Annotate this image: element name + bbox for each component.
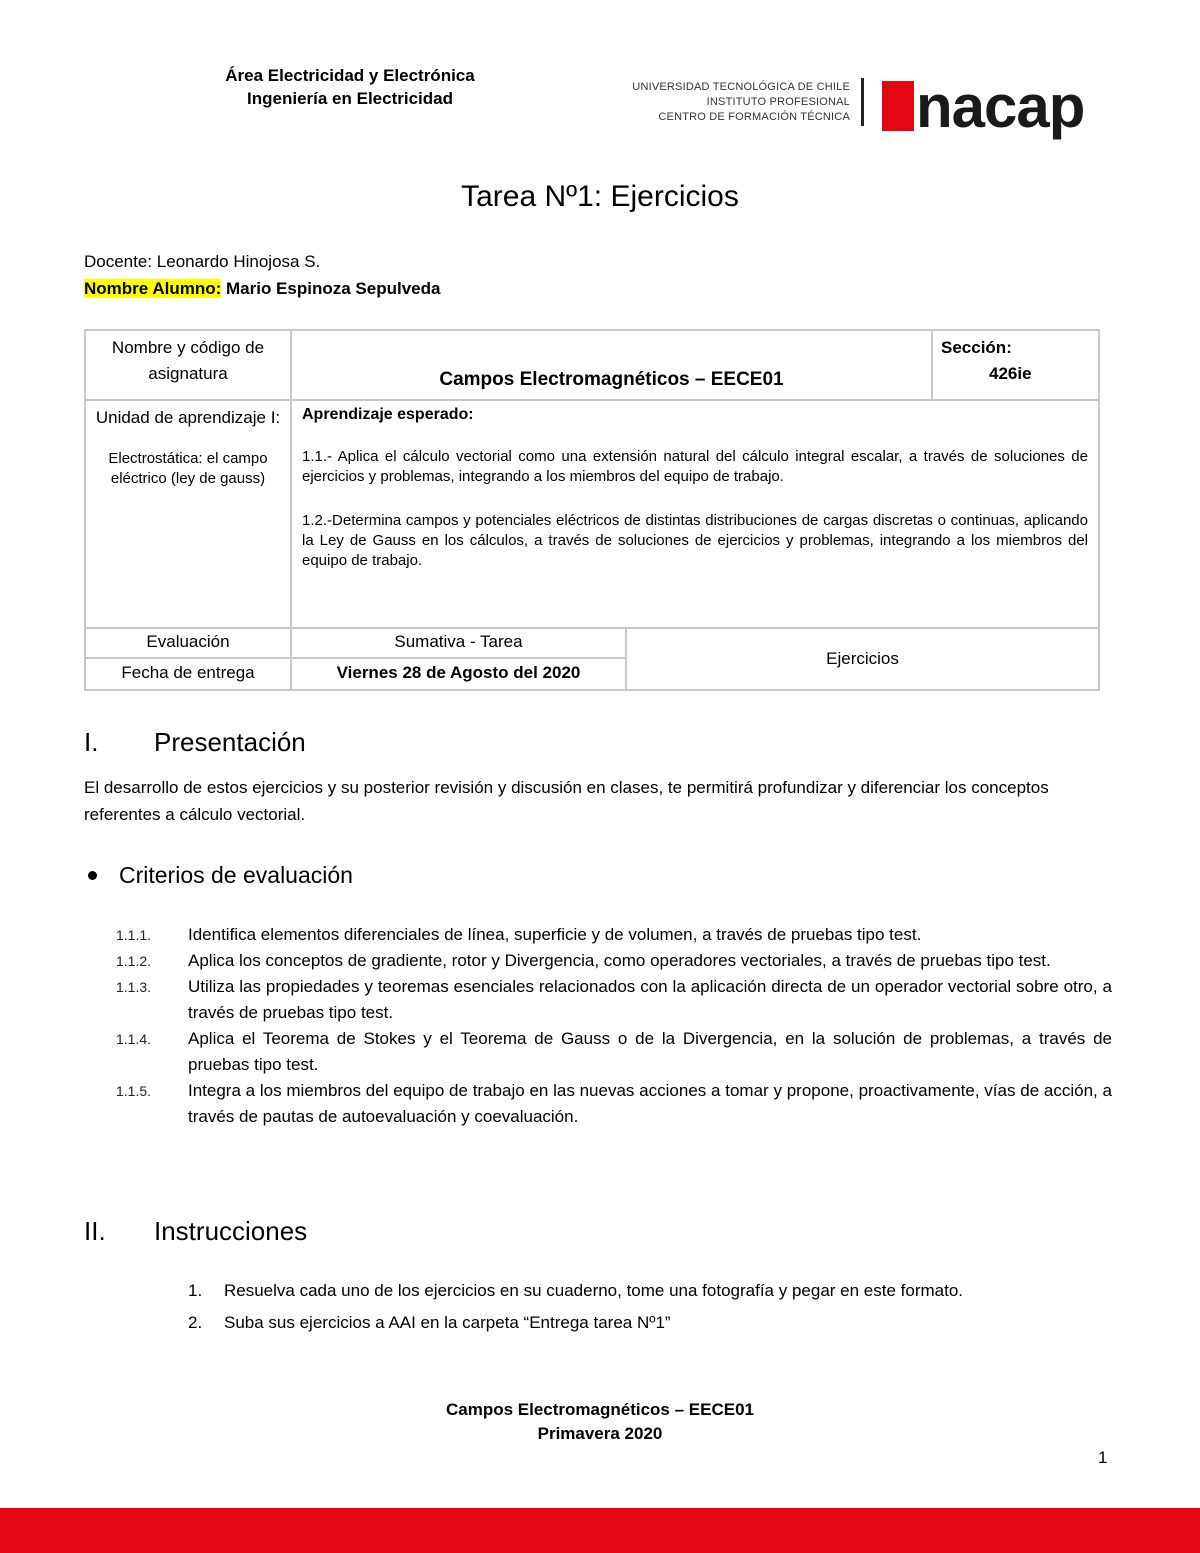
section-title: Instrucciones bbox=[154, 1216, 308, 1246]
item-text: Aplica los conceptos de gradiente, rotor y Divergencia, como operadores vectoriales, a través de pruebas tipo test. bbox=[188, 951, 1051, 970]
criterios-heading bbox=[84, 862, 353, 889]
logo-divider bbox=[861, 78, 864, 126]
asignatura-label: Nombre y código de asignatura bbox=[85, 330, 291, 400]
bullet-icon bbox=[88, 871, 97, 880]
institution-lines bbox=[560, 80, 850, 125]
docente-line bbox=[84, 252, 320, 272]
item-number: 1.1.5. bbox=[116, 1083, 152, 1099]
aprendizaje-cell bbox=[291, 400, 1099, 628]
unidad-cell bbox=[85, 400, 291, 628]
list-item bbox=[116, 1078, 1112, 1130]
institution-line: INSTITUTO PROFESIONAL bbox=[706, 96, 850, 108]
page-title: Tarea Nº1: Ejercicios bbox=[461, 180, 739, 213]
seccion-cell bbox=[932, 330, 1099, 400]
item-text: Utiliza las propiedades y teoremas esenciales relacionados con la aplicación directa de un operador vectorial sobre otro, a través de pruebas tipo test. bbox=[188, 977, 1112, 1022]
logo-mark-icon bbox=[882, 81, 914, 131]
criterios-title: Criterios de evaluación bbox=[119, 862, 353, 888]
list-item bbox=[116, 974, 1112, 1026]
item-number: 1.1.1. bbox=[116, 927, 152, 943]
institution-line: CENTRO DE FORMACIÓN TÉCNICA bbox=[658, 111, 850, 123]
aprendizaje-2: 1.2.-Determina campos y potenciales eléctricos de distintas distribuciones de cargas discretas o continuas, aplicando la Ley de Gauss en los cálculos, a través de soluciones de ejercicios y problemas, integrando a los miembros del equipo de trabajo. bbox=[302, 512, 1088, 569]
section-title: Presentación bbox=[154, 727, 306, 757]
docente-label: Docente: bbox=[84, 252, 153, 271]
footer-term: Primavera 2020 bbox=[537, 1424, 663, 1443]
institution-line: UNIVERSIDAD TECNOLÓGICA DE CHILE bbox=[632, 81, 850, 93]
item-text: Integra a los miembros del equipo de trabajo en las nuevas acciones a tomar y propone, proactivamente, vías de acción, a través de pautas de autoevaluación y coevaluación. bbox=[188, 1081, 1112, 1126]
info-table bbox=[84, 329, 1100, 691]
item-number: 1.1.4. bbox=[116, 1031, 152, 1047]
section-number: I. bbox=[84, 727, 99, 757]
aprendizaje-1: 1.1.- Aplica el cálculo vectorial como una extensión natural del cálculo integral escalar, a través de soluciones de ejercicios y problemas, integrando a los miembros del equipo de trabajo. bbox=[302, 448, 1088, 485]
item-text: Identifica elementos diferenciales de línea, superficie y de volumen, a través de pruebas tipo test. bbox=[188, 925, 922, 944]
tipo-value: Ejercicios bbox=[626, 628, 1099, 690]
list-item bbox=[116, 948, 1112, 974]
unidad-label: Unidad de aprendizaje I: bbox=[95, 408, 281, 427]
page-footer bbox=[0, 1398, 1200, 1446]
instrucciones-list bbox=[188, 1278, 963, 1342]
docente-value: Leonardo Hinojosa S. bbox=[156, 252, 321, 271]
section-instrucciones-heading bbox=[84, 1216, 307, 1247]
list-item bbox=[116, 1026, 1112, 1078]
unidad-desc: Electrostática: el campo eléctrico (ley de gauss) bbox=[108, 450, 268, 487]
aprendizaje-label: Aprendizaje esperado: bbox=[302, 406, 474, 423]
list-item bbox=[188, 1278, 963, 1310]
alumno-line bbox=[84, 279, 440, 299]
alumno-value: Mario Espinoza Sepulveda bbox=[226, 279, 441, 298]
footer-brand-bar bbox=[0, 1508, 1200, 1553]
seccion-value: 426ie bbox=[989, 364, 1032, 383]
list-item bbox=[188, 1310, 963, 1342]
fecha-value: Viernes 28 de Agosto del 2020 bbox=[291, 658, 626, 690]
item-number: 1.1.2. bbox=[116, 953, 152, 969]
list-item bbox=[116, 922, 1112, 948]
evaluacion-value: Sumativa - Tarea bbox=[291, 628, 626, 658]
item-number: 1. bbox=[188, 1281, 203, 1300]
evaluacion-label: Evaluación bbox=[85, 628, 291, 658]
item-number: 1.1.3. bbox=[116, 979, 152, 995]
seccion-label: Sección: bbox=[941, 338, 1012, 357]
logo-text: nacap bbox=[916, 73, 1085, 140]
career-name: Ingeniería en Electricidad bbox=[247, 89, 453, 108]
section-presentacion-heading bbox=[84, 727, 306, 758]
page-number: 1 bbox=[1098, 1448, 1108, 1467]
asignatura-value: Campos Electromagnéticos – EECE01 bbox=[291, 330, 932, 400]
item-number: 2. bbox=[188, 1313, 203, 1332]
criterios-list bbox=[116, 922, 1112, 1130]
presentacion-text: El desarrollo de estos ejercicios y su posterior revisión y discusión en clases, te permitirá profundizar y diferenciar los conceptos referentes a cálculo vectorial. bbox=[84, 778, 1049, 824]
header-area bbox=[150, 64, 550, 110]
inacap-logo bbox=[882, 72, 1084, 142]
alumno-label: Nombre Alumno: bbox=[84, 279, 222, 298]
item-text: Resuelva cada uno de los ejercicios en su cuaderno, tome una fotografía y pegar en este formato. bbox=[224, 1281, 964, 1300]
area-name: Área Electricidad y Electrónica bbox=[225, 66, 475, 85]
section-number: II. bbox=[84, 1216, 106, 1246]
item-text: Suba sus ejercicios a AAI en la carpeta “Entrega tarea Nº1” bbox=[224, 1313, 671, 1332]
footer-course: Campos Electromagnéticos – EECE01 bbox=[445, 1400, 754, 1419]
item-text: Aplica el Teorema de Stokes y el Teorema de Gauss o de la Divergencia, en la solución de problemas, a través de pruebas tipo test. bbox=[188, 1029, 1112, 1074]
fecha-label: Fecha de entrega bbox=[85, 658, 291, 690]
